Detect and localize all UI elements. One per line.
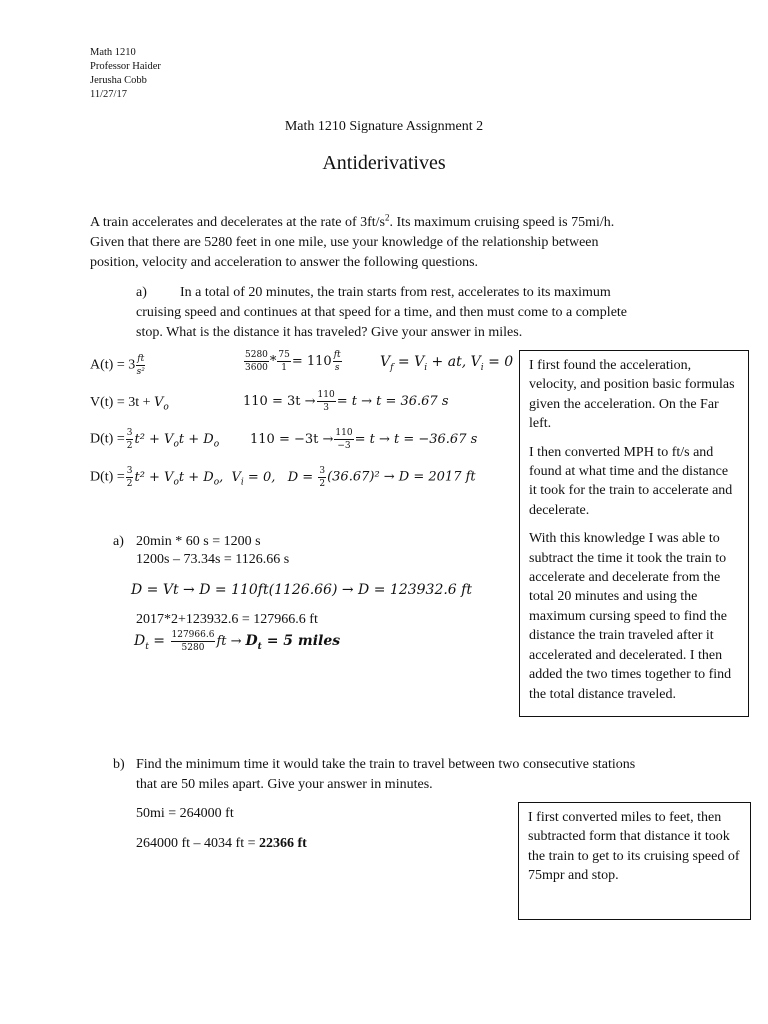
work-a-line2: 1200s – 73.34s = 1126.66 s [136, 552, 290, 567]
header-professor: Professor Haider [90, 61, 161, 72]
part-a-line3: stop. What is the distance it has traveled? Give your answer in miles. [136, 325, 523, 340]
part-b-work2: 264000 ft – 4034 ft = 22366 ft [136, 836, 307, 851]
formula-conversion: $\frac{5280}{3600}$ * $\frac{75}{1}$ = 110 $\frac{ft}{s}$ [245, 350, 341, 373]
formula-time-decel: 110 = −3t → $\frac{110}{-3}$ = t → t = −36.67 s [250, 428, 478, 451]
intro-line2: Given that there are 5280 feet in one mile, use your knowledge of the relationship between [90, 235, 599, 250]
formula-acceleration: A(t) = 3 $\frac{ft}{\text{s²}}$ [90, 354, 145, 377]
header-block [90, 46, 161, 102]
header-course: Math 1210 [90, 47, 136, 58]
formula-position-2: D(t) = $\frac{3}{2}$ $t^2 + V_ot + D_o$, $V_i = 0$, D = $\frac{3}{2}$ (36.67)² → D = 2017 ft [90, 466, 476, 489]
box-a-paragraph-2: I then converted MPH to ft/s and found at what time and the distance it took for the train to accelerate and decelerate. [529, 444, 733, 518]
intro-paragraph [90, 213, 690, 273]
document-title: Math 1210 Signature Assignment 2 [284, 119, 484, 134]
box-a-paragraph-1: I first found the acceleration, velocity, and position basic formulas given the acceleration. On the Far left. [529, 358, 735, 432]
part-a-label: a) [136, 285, 147, 300]
explanation-box-a [519, 350, 749, 717]
part-a-line2: cruising speed and continues at that speed for a time, and then must come to a complete [136, 305, 628, 320]
intro-line1: A train accelerates and decelerates at the rate of 3ft/s [90, 215, 386, 230]
intro-line1-rest: . Its maximum cruising speed is 75mi/h. [389, 215, 615, 230]
work-a-answer: $D_t$ = $\frac{127966.6}{5280}$ ft → $D_t = 5$ miles [134, 630, 341, 653]
formula-velocity: $V(t) = 3t + V_o$ [90, 395, 169, 413]
box-a-paragraph-3: With this knowledge I was able to subtract the time it took the train to accelerate and decelerate from the total 20 minutes and using the maximum cursing speed to find the distance the train traveled after it accelerated and decelerated. I then added the two times together to find the total distance traveled. [529, 531, 732, 702]
work-a-line4: 2017*2+123932.6 = 127966.6 ft [136, 612, 318, 627]
part-b-line2: that are 50 miles apart. Give your answer in minutes. [136, 777, 433, 792]
work-a-label: a) [113, 534, 124, 549]
box-b-paragraph-1: I first converted miles to feet, then subtracted form that distance it took the train to get to its cruising speed of 75mpr and stop. [528, 810, 740, 884]
part-a-line1: In a total of 20 minutes, the train starts from rest, accelerates to its maximum [180, 285, 611, 300]
work-a-line3: D = Vt → D = 110ft(1126.66) → D = 123932.6 ft [131, 582, 472, 598]
part-b-work1: 50mi = 264000 ft [136, 806, 234, 821]
header-date: 11/27/17 [90, 89, 127, 100]
part-b-label: b) [113, 757, 125, 772]
explanation-box-b [518, 802, 751, 920]
intro-sup: 2 [385, 212, 390, 223]
formula-position-1: D(t) = $\frac{3}{2}$ $t^2 + V_ot + D_o$ [90, 428, 220, 451]
document-subtitle: Antiderivatives [322, 152, 446, 174]
work-a-line1: 20min * 60 s = 1200 s [136, 534, 261, 549]
formula-final-velocity: $V_f = V_i$ + at, $V_i = 0$ [380, 354, 514, 373]
intro-line3: position, velocity and acceleration to answer the following questions. [90, 255, 479, 270]
part-b-line1: Find the minimum time it would take the train to travel between two consecutive stations [136, 757, 636, 772]
formula-time-accel: 110 = 3t → $\frac{110}{3}$ = t → t = 36.67 s [243, 390, 449, 413]
header-student: Jerusha Cobb [90, 75, 147, 86]
part-a-question [136, 283, 696, 343]
